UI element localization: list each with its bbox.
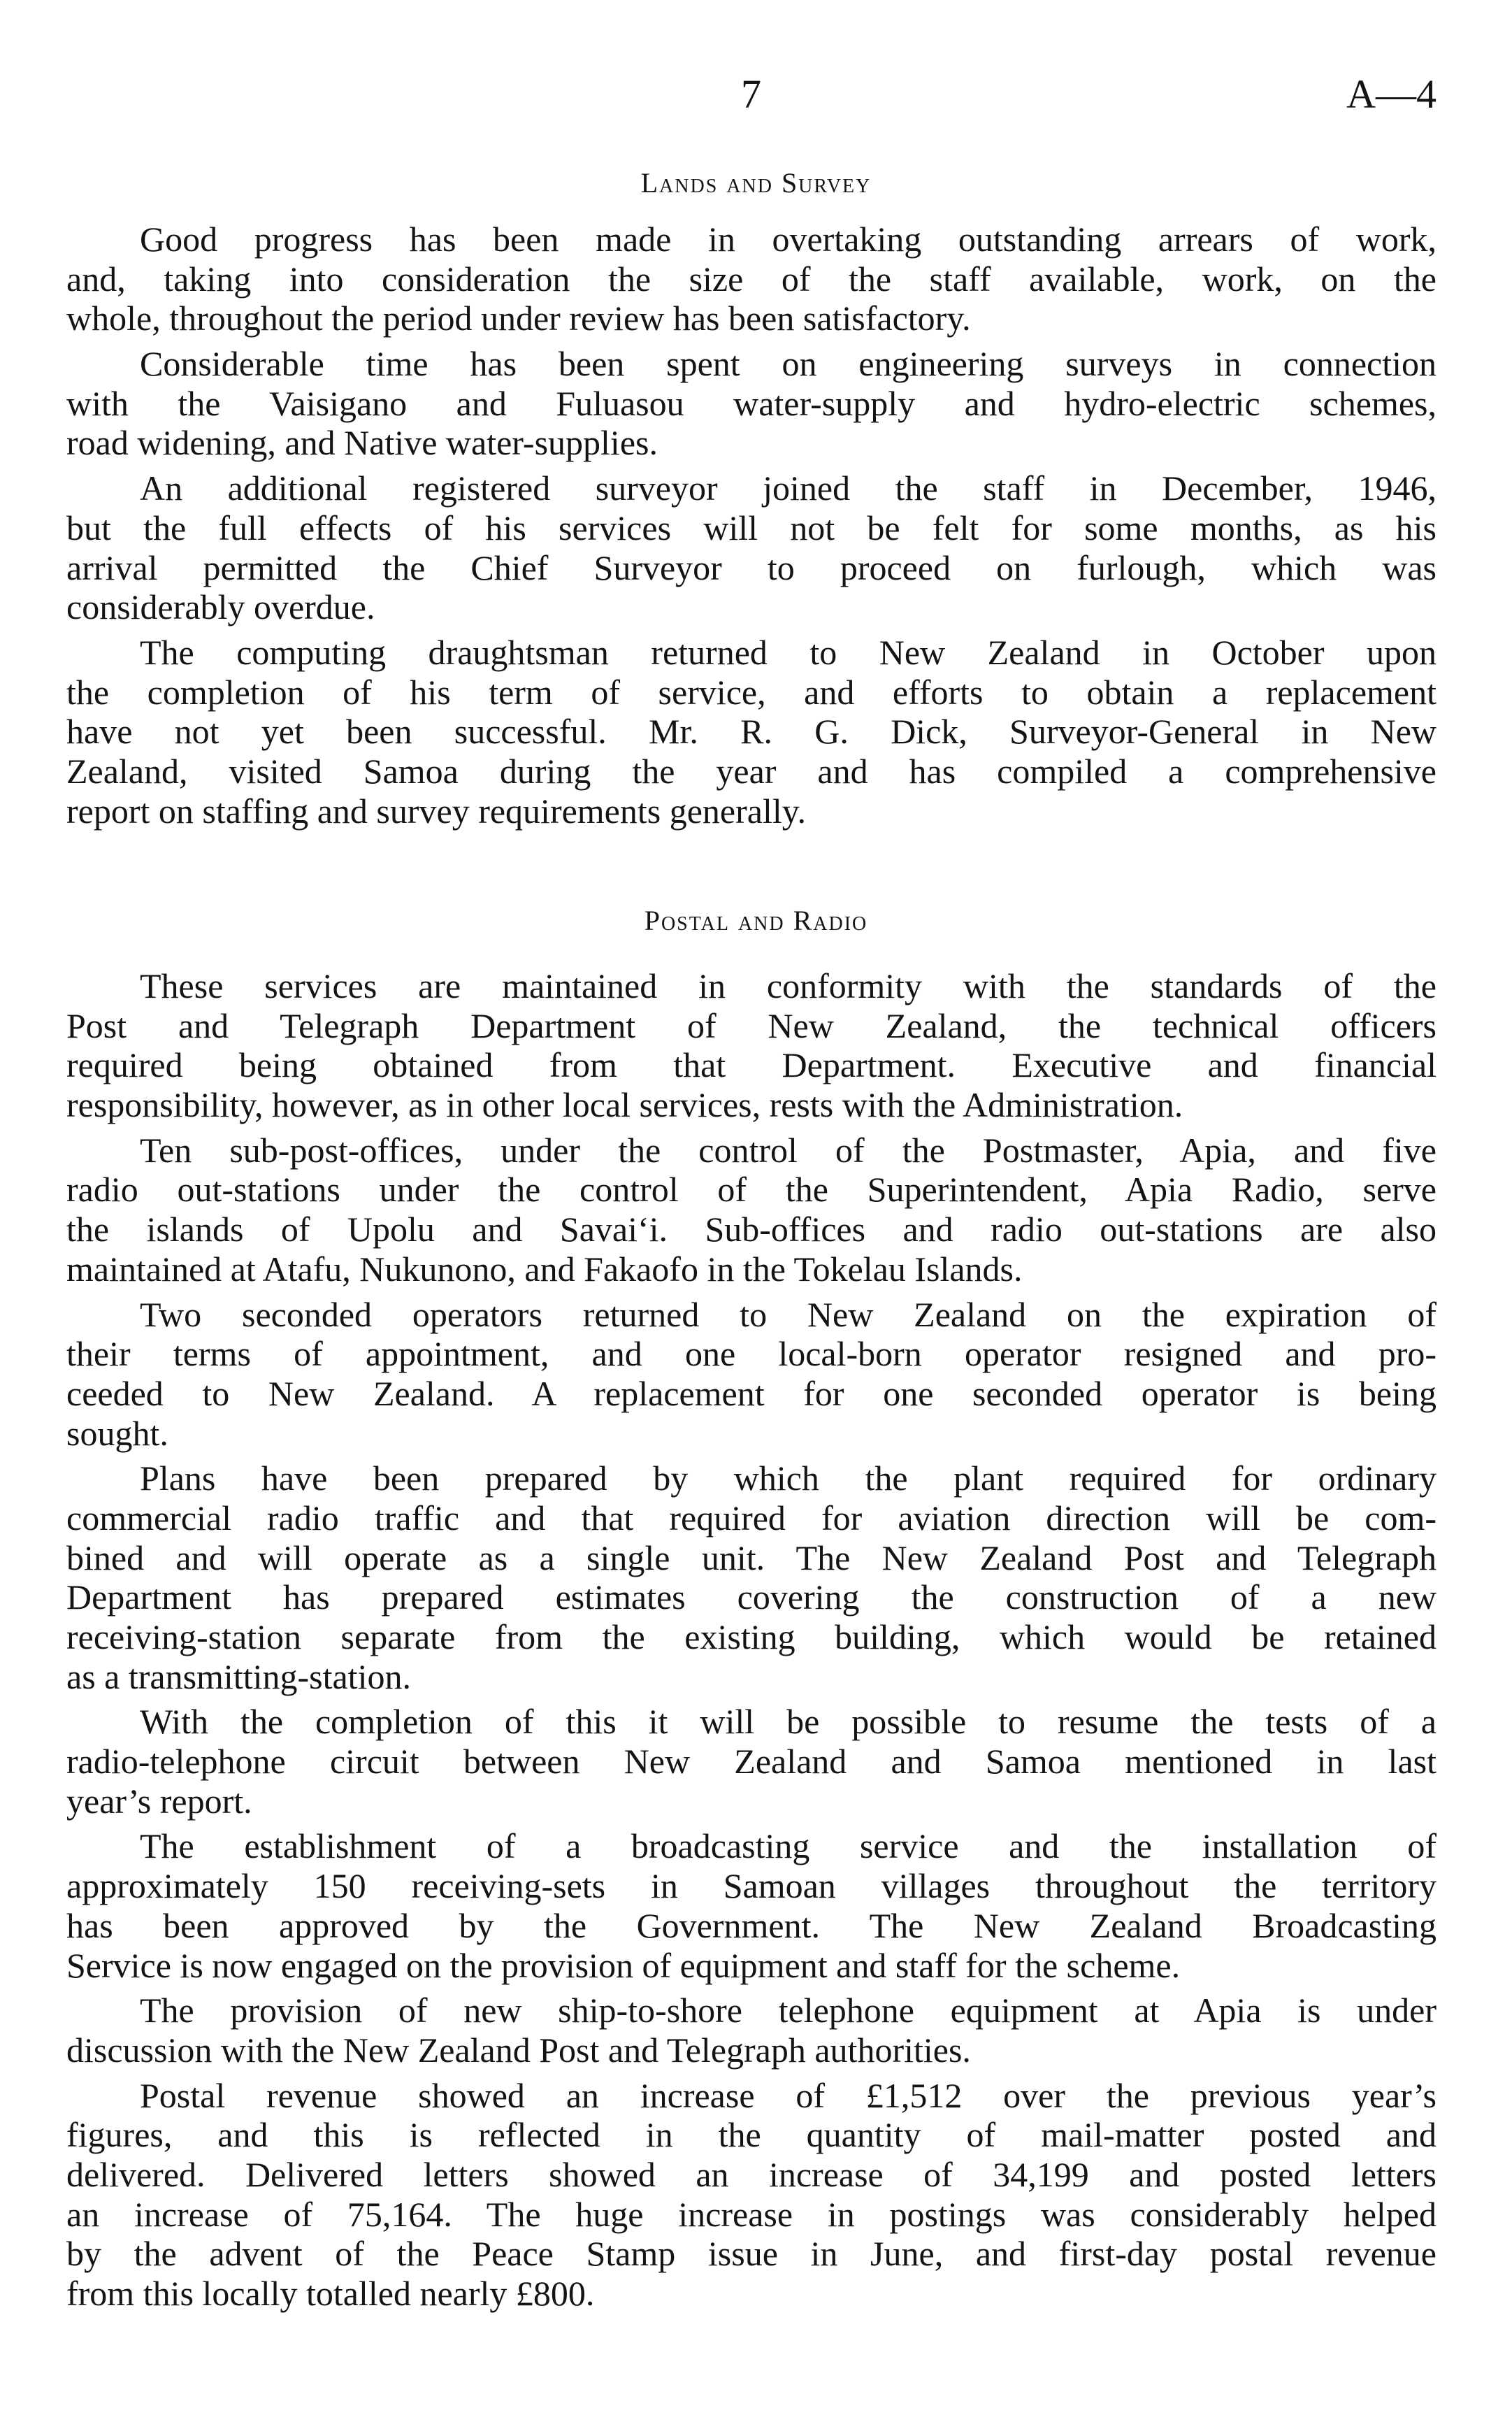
text-line: delivered. Delivered letters showed an increase of 34,199 and posted letters [66,2154,1437,2194]
text-line: year’s report. [66,1781,252,1821]
text-line: With the completion of this it will be possible to resume the tests of a [140,1702,1437,1742]
text-line: whole, throughout the period under review has been satisfactory. [66,299,971,338]
text-line: Considerable time has been spent on engineering surveys in connection [140,344,1437,384]
text-line: maintained at Atafu, Nukunono, and Fakaofo in the Tokelau Islands. [66,1249,1023,1289]
text-line: ceeded to New Zealand. A replacement for one seconded operator is being [66,1373,1437,1413]
text-line: by the advent of the Peace Stamp issue in June, and first-day postal revenue [66,2234,1437,2274]
text-line: Department has prepared estimates covering the construction of a new [66,1577,1437,1617]
paragraph [66,966,1437,1125]
text-line: The provision of new ship-to-shore telephone equipment at Apia is under [140,1991,1437,2030]
text-line: radio out-stations under the control of the Superintendent, Apia Radio, serve [66,1170,1437,1210]
text-line: radio-telephone circuit between New Zealand and Samoa mentioned in last [66,1742,1437,1782]
paragraph [66,1991,1437,2070]
document-reference: A—4 [1346,71,1437,117]
text-line: bined and will operate as a single unit. The New Zealand Post and Telegraph [66,1538,1437,1577]
text-line: with the Vaisigano and Fuluasou water-supply and hydro-electric schemes, [66,383,1437,423]
section-heading-postal-and-radio: Postal and Radio [644,905,868,936]
text-line: their terms of appointment, and one local-born operator resigned and pro- [66,1334,1437,1374]
text-line: The establishment of a broadcasting service and the installation of [140,1826,1437,1866]
paragraph [66,633,1437,831]
paragraph [66,1295,1437,1454]
section-lands-and-survey [66,220,1437,836]
text-line: Service is now engaged on the provision of equipment and staff for the scheme. [66,1945,1181,1985]
text-line: road widening, and Native water-supplies. [66,423,658,463]
text-line: required being obtained from that Department. Executive and financial [66,1045,1437,1085]
text-line: Two seconded operators returned to New Zealand on the expiration of [140,1294,1437,1334]
page-number: 7 [741,71,761,117]
text-line: An additional registered surveyor joined the staff in December, 1946, [140,468,1437,508]
text-line: but the full effects of his services will not be felt for some months, as his [66,508,1437,547]
text-line: has been approved by the Government. The New Zealand Broadcasting [66,1905,1437,1945]
paragraph [66,2076,1437,2314]
text-line: the completion of his term of service, and efforts to obtain a replacement [66,672,1437,712]
text-line: report on staffing and survey requirements generally. [66,791,806,831]
text-line: receiving-station separate from the existing building, which would be retained [66,1617,1437,1656]
text-line: Zealand, visited Samoa during the year and has compiled a comprehensive [66,751,1437,791]
text-line: an increase of 75,164. The huge increase in postings was considerably helped [66,2194,1437,2234]
text-line: and, taking into consideration the size of the staff available, work, on the [66,259,1437,299]
paragraph [66,220,1437,338]
text-line: Postal revenue showed an increase of £1,512 over the previous year’s [140,2075,1437,2115]
section-postal-and-radio [66,966,1437,2319]
text-line: considerably overdue. [66,587,375,627]
paragraph [66,1826,1437,1985]
text-line: from this locally totalled nearly £800. [66,2274,595,2313]
text-line: commercial radio traffic and that required for aviation direction will be com- [66,1498,1437,1538]
text-line: discussion with the New Zealand Post and Telegraph authorities. [66,2030,971,2070]
paragraph [66,1459,1437,1696]
text-line: Ten sub-post-offices, under the control of the Postmaster, Apia, and five [140,1130,1437,1170]
text-line: approximately 150 receiving-sets in Samoan villages throughout the territory [66,1866,1437,1906]
paragraph [66,344,1437,463]
text-line: figures, and this is reflected in the quantity of mail-matter posted and [66,2115,1437,2155]
text-line: sought. [66,1413,168,1453]
text-line: arrival permitted the Chief Surveyor to proceed on furlough, which was [66,547,1437,587]
text-line: These services are maintained in conformity with the standards of the [140,966,1437,1005]
text-line: Plans have been prepared by which the plant required for ordinary [140,1459,1437,1498]
section-heading-lands-and-survey: Lands and Survey [640,167,872,199]
text-line: the islands of Upolu and Savai‘i. Sub-offices and radio out-stations are also [66,1210,1437,1249]
paragraph [66,468,1437,627]
text-line: Post and Telegraph Department of New Zealand, the technical officers [66,1005,1437,1045]
text-line: Good progress has been made in overtaking outstanding arrears of work, [140,220,1437,259]
text-line: as a transmitting-station. [66,1656,411,1696]
paragraph [66,1702,1437,1821]
text-line: The computing draughtsman returned to New Zealand in October upon [140,632,1437,672]
paragraph [66,1131,1437,1289]
text-line: have not yet been successful. Mr. R. G. Dick, Surveyor-General in New [66,712,1437,752]
text-line: responsibility, however, as in other local services, rests with the Administration. [66,1085,1183,1125]
